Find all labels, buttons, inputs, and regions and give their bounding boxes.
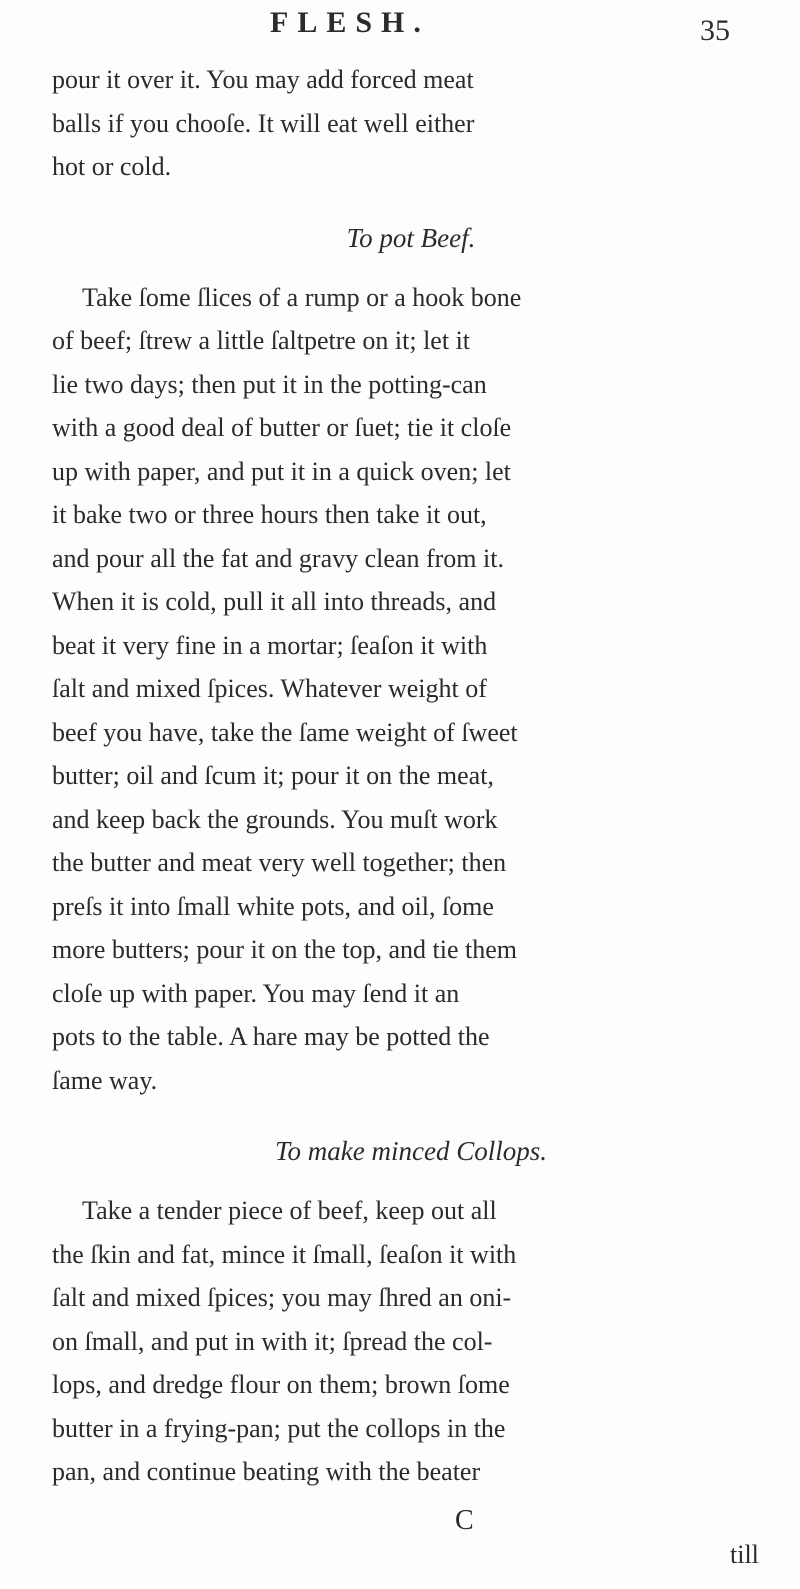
text-line: pots to the table. A hare may be potted the — [52, 1022, 490, 1051]
recipe-body-pot-beef — [52, 276, 770, 1103]
text-line: cloſe up with paper. You may ſend it an — [52, 978, 460, 1008]
text-line: it bake two or three hours then take it out, — [52, 500, 487, 529]
text-line: of beef; ſtrew a little ſaltpetre on it; let it — [52, 326, 471, 355]
text-line: with a good deal of butter or ſuet; tie it cloſe — [52, 413, 512, 442]
text-line: butter; oil and ſcum it; pour it on the meat, — [52, 761, 494, 790]
text-line: on ſmall, and put in with it; ſpread the col- — [52, 1326, 493, 1356]
text-line: preſs it into ſmall white pots, and oil, ſome — [52, 891, 494, 921]
text-line: pour it over it. You may add forced meat — [52, 65, 474, 94]
text-line: ſalt and mixed ſpices; you may ſhred an oni- — [52, 1283, 512, 1312]
text-block — [52, 58, 770, 1494]
running-title: FLESH. — [270, 6, 430, 39]
page-number: 35 — [700, 14, 730, 47]
text-line: hot or cold. — [52, 152, 172, 181]
text-line: lie two days; then put it in the potting-can — [52, 369, 487, 399]
text-line: ſalt and mixed ſpices. Whatever weight of — [52, 674, 487, 703]
text-line: and pour all the fat and gravy clean from it. — [52, 543, 504, 573]
recipe-heading-pot-beef: To pot Beef. — [346, 222, 476, 253]
text-line: pan, and continue beating with the beater — [52, 1457, 481, 1486]
text-line: more butters; pour it on the top, and tie them — [52, 935, 518, 964]
text-line: ſame way. — [52, 1065, 158, 1095]
recipe-heading-minced-collops: To make minced Collops. — [275, 1136, 547, 1166]
continued-paragraph — [52, 58, 770, 189]
text-line: When it is cold, pull it all into threads, and — [52, 587, 497, 616]
catchword: till — [730, 1540, 759, 1569]
signature-mark: C — [455, 1505, 474, 1536]
text-line: Take a tender piece of beef, keep out all — [82, 1196, 497, 1225]
text-line: the butter and meat very well together; then — [52, 848, 507, 877]
text-line: beef you have, take the ſame weight of ſweet — [52, 717, 518, 747]
recipe-body-minced-collops — [52, 1189, 770, 1494]
text-line: lops, and dredge flour on them; brown ſome — [52, 1370, 510, 1399]
text-line: and keep back the grounds. You muſt work — [52, 804, 498, 834]
text-line: the ſkin and fat, mince it ſmall, ſeaſon it with — [52, 1239, 517, 1269]
running-head — [0, 6, 800, 52]
text-line: beat it very fine in a mortar; ſeaſon it with — [52, 630, 488, 660]
text-line: Take ſome ſlices of a rump or a hook bone — [82, 282, 522, 312]
text-line: butter in a frying-pan; put the collops in the — [52, 1413, 506, 1443]
text-line: up with paper, and put it in a quick oven; let — [52, 456, 511, 486]
text-line: balls if you chooſe. It will eat well either — [52, 108, 475, 138]
